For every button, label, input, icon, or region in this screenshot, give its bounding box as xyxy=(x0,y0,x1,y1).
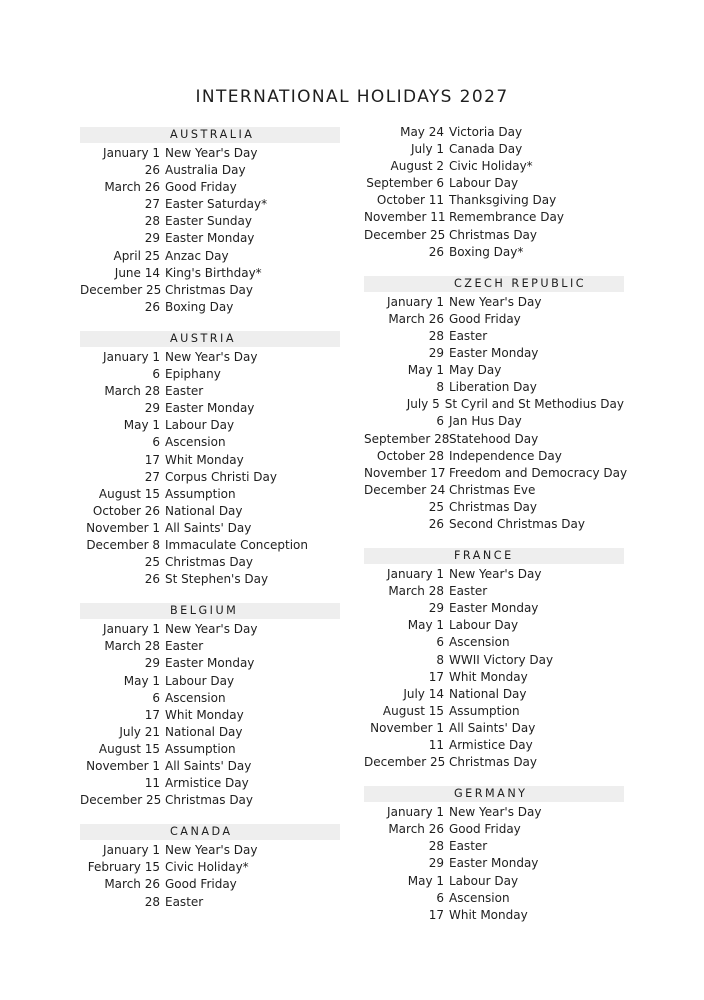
holiday-row xyxy=(80,655,340,672)
holiday-date: March 26 xyxy=(104,180,160,195)
holiday-row xyxy=(80,792,340,809)
holiday-row xyxy=(364,158,624,175)
holiday-name: Christmas Eve xyxy=(449,482,536,497)
holiday-row xyxy=(80,621,340,638)
country-section xyxy=(80,331,340,588)
holiday-row xyxy=(364,686,624,703)
holiday-row xyxy=(364,294,624,311)
holiday-date: 6 xyxy=(152,435,160,450)
holiday-row xyxy=(364,873,624,890)
holiday-date: 6 xyxy=(152,367,160,382)
holiday-date: February 15 xyxy=(87,860,160,875)
holiday-row xyxy=(364,737,624,754)
holiday-list xyxy=(364,294,628,533)
holiday-date: 29 xyxy=(428,346,444,361)
holiday-date: December 25 xyxy=(364,755,446,770)
holiday-name: All Saints' Day xyxy=(449,720,536,735)
holiday-name: Whit Monday xyxy=(449,669,528,684)
holiday-name: WWII Victory Day xyxy=(449,652,554,667)
holiday-date: October 11 xyxy=(376,193,444,208)
holiday-date: January 1 xyxy=(387,805,444,820)
holiday-row xyxy=(364,362,624,379)
holiday-date: October 26 xyxy=(92,503,160,518)
holiday-date: March 28 xyxy=(388,584,444,599)
holiday-name: Easter xyxy=(449,328,488,343)
holiday-name: St Cyril and St Methodius Day xyxy=(444,397,624,412)
holiday-name: Good Friday xyxy=(165,180,237,195)
holiday-row xyxy=(364,821,624,838)
country-header: GERMANY xyxy=(364,786,624,802)
holiday-row xyxy=(364,838,624,855)
holiday-name: Thanksgiving Day xyxy=(449,193,557,208)
holiday-row xyxy=(364,566,624,583)
holiday-date: January 1 xyxy=(387,567,444,582)
holiday-name: Labour Day xyxy=(449,873,519,888)
holiday-name: Liberation Day xyxy=(449,380,537,395)
holiday-date: January 1 xyxy=(103,349,160,364)
holiday-row xyxy=(364,499,624,516)
holiday-row xyxy=(364,448,624,465)
holiday-row xyxy=(80,299,340,316)
holiday-date: August 2 xyxy=(390,159,444,174)
holiday-date: 6 xyxy=(436,890,444,905)
holiday-row xyxy=(80,894,340,911)
holiday-row xyxy=(80,758,340,775)
holiday-name: New Year's Day xyxy=(165,349,258,364)
holiday-date: August 15 xyxy=(382,703,444,718)
holiday-name: Labour Day xyxy=(165,418,235,433)
holiday-date: 26 xyxy=(428,516,444,531)
holiday-row xyxy=(364,209,624,226)
holiday-date: November 1 xyxy=(86,759,160,773)
holiday-date: May 1 xyxy=(407,363,444,378)
holiday-list xyxy=(80,349,340,588)
holiday-date: 17 xyxy=(428,907,444,922)
holiday-name: St Stephen's Day xyxy=(165,572,269,587)
holiday-name: Easter Monday xyxy=(165,231,255,246)
holiday-date: December 25 xyxy=(80,282,162,297)
holiday-name: Ascension xyxy=(165,690,226,705)
holiday-name: Easter xyxy=(165,384,204,399)
country-section xyxy=(364,276,628,533)
holiday-date: July 5 xyxy=(406,397,440,412)
holiday-date: January 1 xyxy=(387,294,444,309)
holiday-row xyxy=(80,349,340,366)
holiday-row xyxy=(364,124,624,141)
holiday-date: 28 xyxy=(144,894,160,909)
holiday-row xyxy=(80,383,340,400)
holiday-name: National Day xyxy=(165,724,243,739)
holiday-name: Christmas Day xyxy=(165,282,254,297)
holiday-date: October 28 xyxy=(376,448,444,463)
holiday-date: September 28 xyxy=(364,431,450,446)
holiday-row xyxy=(364,413,624,430)
holiday-name: New Year's Day xyxy=(449,567,542,582)
holiday-date: 28 xyxy=(428,839,444,854)
holiday-name: Easter Monday xyxy=(449,856,539,871)
holiday-row xyxy=(364,465,628,482)
country-header: FRANCE xyxy=(364,548,624,564)
holiday-date: 17 xyxy=(428,669,444,684)
holiday-date: 6 xyxy=(152,690,160,705)
holiday-name: Anzac Day xyxy=(165,248,229,263)
holiday-date: 11 xyxy=(428,738,444,752)
holiday-row xyxy=(364,652,624,669)
holiday-name: National Day xyxy=(449,686,527,701)
holiday-list xyxy=(80,145,340,316)
holiday-name: Easter Monday xyxy=(165,401,255,416)
holiday-row xyxy=(80,230,340,247)
holiday-name: New Year's Day xyxy=(449,294,542,309)
holiday-row xyxy=(364,379,624,396)
holiday-name: National Day xyxy=(165,503,243,518)
holiday-name: May Day xyxy=(449,363,502,378)
holiday-row xyxy=(364,431,624,448)
holiday-name: New Year's Day xyxy=(165,843,258,858)
holiday-row xyxy=(364,754,624,771)
holiday-row xyxy=(364,600,624,617)
holiday-row xyxy=(80,400,340,417)
holiday-date: 17 xyxy=(144,452,160,467)
holiday-name: Good Friday xyxy=(449,822,521,837)
holiday-name: Civic Holiday* xyxy=(449,159,533,174)
holiday-name: Easter Monday xyxy=(449,601,539,616)
holiday-date: May 24 xyxy=(400,125,444,139)
holiday-name: Freedom and Democracy Day xyxy=(449,465,628,480)
holiday-row xyxy=(364,328,624,345)
holiday-row xyxy=(364,482,624,499)
holiday-date: December 8 xyxy=(86,537,160,552)
holiday-row xyxy=(364,175,624,192)
holiday-row xyxy=(80,486,340,503)
holiday-date: 25 xyxy=(428,499,444,514)
holiday-name: Australia Day xyxy=(165,163,246,178)
holiday-row xyxy=(80,859,340,876)
holiday-row xyxy=(364,890,624,907)
holiday-row xyxy=(364,907,624,924)
holiday-name: Statehood Day xyxy=(449,431,539,446)
holiday-date: July 1 xyxy=(410,142,444,157)
holiday-row xyxy=(364,516,624,533)
holiday-name: Second Christmas Day xyxy=(449,516,585,531)
holiday-name: Armistice Day xyxy=(165,776,249,791)
holiday-date: January 1 xyxy=(103,843,160,858)
holiday-row xyxy=(364,804,624,821)
holiday-name: Whit Monday xyxy=(165,452,244,467)
holiday-name: Labour Day xyxy=(165,673,235,688)
holiday-date: May 1 xyxy=(123,673,160,688)
holiday-row xyxy=(80,434,340,451)
holiday-date: March 28 xyxy=(104,639,160,654)
holiday-name: Whit Monday xyxy=(165,707,244,722)
country-section xyxy=(80,824,340,910)
holiday-row xyxy=(364,634,624,651)
holiday-row xyxy=(80,775,340,792)
holiday-row xyxy=(364,617,624,634)
holiday-date: December 24 xyxy=(364,482,446,497)
country-header: AUSTRIA xyxy=(80,331,340,347)
holiday-date: 8 xyxy=(436,380,444,395)
holiday-date: November 1 xyxy=(370,720,444,735)
holiday-row xyxy=(80,741,340,758)
holiday-name: Assumption xyxy=(165,741,236,756)
holiday-name: Good Friday xyxy=(449,311,521,326)
holiday-row xyxy=(80,842,340,859)
holiday-name: Ascension xyxy=(165,435,226,450)
holiday-row xyxy=(80,282,340,299)
holiday-name: Easter xyxy=(165,639,204,654)
holiday-row xyxy=(80,673,340,690)
holiday-name: Ascension xyxy=(449,890,510,905)
holiday-date: 17 xyxy=(144,707,160,722)
holiday-date: July 21 xyxy=(119,724,160,739)
holiday-row xyxy=(80,452,340,469)
holiday-name: Whit Monday xyxy=(449,907,528,922)
holiday-date: 29 xyxy=(428,856,444,871)
holiday-name: Labour Day xyxy=(449,176,519,191)
holiday-name: New Year's Day xyxy=(165,146,258,160)
holiday-row xyxy=(80,179,340,196)
country-section xyxy=(80,127,340,316)
holiday-name: All Saints' Day xyxy=(165,520,252,535)
holiday-name: Easter Sunday xyxy=(165,214,252,229)
holiday-name: Remembrance Day xyxy=(449,210,564,225)
holiday-date: May 1 xyxy=(407,873,444,888)
holiday-name: Epiphany xyxy=(165,367,221,382)
holiday-row xyxy=(364,396,624,413)
holiday-date: August 15 xyxy=(98,741,160,756)
country-header: CZECH REPUBLIC xyxy=(364,276,624,292)
holiday-list xyxy=(364,124,624,261)
holiday-date: May 1 xyxy=(123,418,160,433)
holiday-date: March 26 xyxy=(388,311,444,326)
holiday-row xyxy=(80,162,340,179)
holiday-date: 6 xyxy=(436,635,444,650)
holiday-date: November 1 xyxy=(86,520,160,535)
holiday-date: 27 xyxy=(144,197,160,212)
holiday-date: November 11 xyxy=(364,210,446,225)
holiday-name: Boxing Day xyxy=(165,299,234,314)
holiday-date: 26 xyxy=(144,572,160,587)
country-section xyxy=(80,603,340,809)
holiday-row xyxy=(80,417,340,434)
holiday-name: Easter xyxy=(165,894,204,909)
holiday-name: Corpus Christi Day xyxy=(165,469,277,484)
holiday-row xyxy=(364,311,624,328)
holiday-date: May 1 xyxy=(407,618,444,633)
holiday-date: December 25 xyxy=(364,227,446,242)
country-section xyxy=(364,548,624,771)
holiday-name: New Year's Day xyxy=(165,622,258,637)
holiday-list xyxy=(80,621,340,809)
holiday-name: Armistice Day xyxy=(449,738,533,752)
holiday-date: July 14 xyxy=(403,686,444,701)
holiday-date: 25 xyxy=(144,555,160,570)
holiday-name: Assumption xyxy=(165,486,236,501)
holiday-date: 11 xyxy=(144,776,160,791)
holiday-row xyxy=(364,345,624,362)
holiday-name: Victoria Day xyxy=(449,125,523,139)
holiday-row xyxy=(80,520,340,537)
left-column xyxy=(80,127,340,926)
holiday-name: Christmas Day xyxy=(449,499,538,514)
holiday-name: Independence Day xyxy=(449,448,562,463)
country-section xyxy=(364,786,624,924)
holiday-name: Assumption xyxy=(449,703,520,718)
country-header: BELGIUM xyxy=(80,603,340,619)
holiday-row xyxy=(80,366,340,383)
country-header: CANADA xyxy=(80,824,340,840)
holiday-date: 29 xyxy=(144,656,160,671)
holiday-name: Good Friday xyxy=(165,877,237,892)
holiday-name: All Saints' Day xyxy=(165,759,252,773)
holiday-row xyxy=(364,227,624,244)
holiday-row xyxy=(364,583,624,600)
holiday-row xyxy=(80,213,340,230)
holiday-date: January 1 xyxy=(103,622,160,637)
holiday-name: Easter Monday xyxy=(449,346,539,361)
holiday-list xyxy=(364,804,624,924)
holiday-name: Easter Saturday* xyxy=(165,197,268,212)
holiday-date: April 25 xyxy=(113,248,160,263)
holiday-date: December 25 xyxy=(80,793,162,808)
holiday-date: September 6 xyxy=(366,176,444,191)
country-header: AUSTRALIA xyxy=(80,127,340,143)
holiday-date: 28 xyxy=(428,328,444,343)
holiday-date: 27 xyxy=(144,469,160,484)
holiday-name: Easter Monday xyxy=(165,656,255,671)
holiday-date: August 15 xyxy=(98,486,160,501)
holiday-row xyxy=(80,503,340,520)
holiday-row xyxy=(80,196,340,213)
holiday-date: 29 xyxy=(144,401,160,416)
holiday-name: Christmas Day xyxy=(165,793,254,808)
holiday-date: March 26 xyxy=(104,877,160,892)
holiday-name: Christmas Day xyxy=(449,227,538,242)
holiday-date: June 14 xyxy=(114,265,160,280)
holiday-name: New Year's Day xyxy=(449,805,542,820)
holiday-date: 28 xyxy=(144,214,160,229)
holiday-name: Easter xyxy=(449,584,488,599)
holiday-date: March 26 xyxy=(388,822,444,837)
holiday-name: Canada Day xyxy=(449,142,523,157)
holiday-row xyxy=(364,141,624,158)
holiday-list xyxy=(80,842,340,910)
holiday-row xyxy=(80,690,340,707)
holiday-row xyxy=(364,720,624,737)
holiday-name: Christmas Day xyxy=(165,555,254,570)
holiday-name: Civic Holiday* xyxy=(165,860,249,875)
holiday-name: King's Birthday* xyxy=(165,265,262,280)
holiday-date: 26 xyxy=(144,299,160,314)
holiday-list xyxy=(364,566,624,771)
holiday-row xyxy=(80,707,340,724)
country-section xyxy=(364,124,624,261)
holiday-row xyxy=(80,724,340,741)
holiday-row xyxy=(80,537,340,554)
holiday-name: Jan Hus Day xyxy=(449,414,522,429)
holiday-name: Ascension xyxy=(449,635,510,650)
holiday-row xyxy=(80,571,340,588)
holiday-date: March 28 xyxy=(104,384,160,399)
holiday-date: 8 xyxy=(436,652,444,667)
holiday-date: 26 xyxy=(428,244,444,259)
holiday-date: 29 xyxy=(144,231,160,246)
holiday-date: November 17 xyxy=(364,465,446,480)
holiday-date: 29 xyxy=(428,601,444,616)
page-title: INTERNATIONAL HOLIDAYS 2027 xyxy=(195,87,509,107)
holiday-row xyxy=(80,145,340,162)
holiday-date: 6 xyxy=(436,414,444,429)
holiday-row xyxy=(364,855,624,872)
holiday-name: Boxing Day* xyxy=(449,244,524,259)
holiday-name: Christmas Day xyxy=(449,755,538,770)
right-column xyxy=(364,124,628,939)
holiday-row xyxy=(364,703,624,720)
holiday-row xyxy=(80,469,340,486)
holiday-date: January 1 xyxy=(103,146,160,160)
holiday-row xyxy=(364,192,624,209)
holiday-row xyxy=(80,876,340,893)
holiday-row xyxy=(80,248,340,265)
holiday-name: Immaculate Conception xyxy=(165,537,308,552)
holiday-name: Easter xyxy=(449,839,488,854)
holiday-row xyxy=(364,244,624,261)
holiday-date: 26 xyxy=(144,163,160,178)
holiday-row xyxy=(80,265,340,282)
holiday-name: Labour Day xyxy=(449,618,519,633)
holiday-row xyxy=(80,638,340,655)
holiday-row xyxy=(80,554,340,571)
holiday-row xyxy=(364,669,624,686)
